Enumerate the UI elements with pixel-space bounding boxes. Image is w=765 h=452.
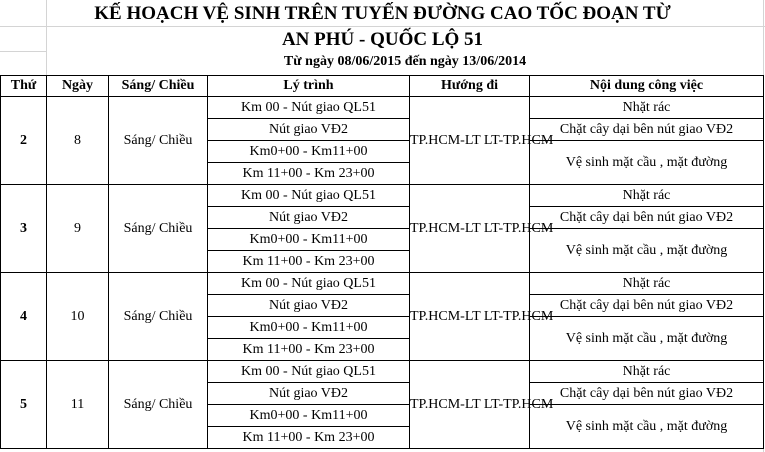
cell-ly-trinh: Nút giao VĐ2 (208, 119, 410, 141)
header-ngay: Ngày (47, 76, 109, 97)
cell-noi-dung: Chặt cây dại bên nút giao VĐ2 (530, 295, 764, 317)
cell-ly-trinh: Km 11+00 - Km 23+00 (208, 339, 410, 361)
cell-huong-di: TP.HCM-LT LT-TP.HCM (410, 273, 530, 361)
cell-ly-trinh: Km 00 - Nút giao QL51 (208, 361, 410, 383)
cell-ngay: 11 (47, 361, 109, 449)
cell-noi-dung: Nhặt rác (530, 361, 764, 383)
table-row (1, 185, 764, 207)
table-row (1, 97, 764, 119)
cell-thu: 2 (1, 97, 47, 185)
header-noi-dung: Nội dung công việc (530, 76, 764, 97)
document-title-line1: KẾ HOẠCH VỆ SINH TRÊN TUYẾN ĐƯỜNG CAO TỐC ĐOẠN TỪ (94, 3, 671, 24)
cell-noi-dung: Vệ sinh mặt cầu , mặt đường (530, 141, 764, 185)
cell-ly-trinh: Nút giao VĐ2 (208, 207, 410, 229)
cell-huong-di: TP.HCM-LT LT-TP.HCM (410, 185, 530, 273)
schedule-table (0, 75, 764, 449)
cell-sang-chieu: Sáng/ Chiều (109, 185, 208, 273)
header-thu: Thứ (1, 76, 47, 97)
cell-ly-trinh: Km 00 - Nút giao QL51 (208, 273, 410, 295)
cell-ly-trinh: Km 11+00 - Km 23+00 (208, 163, 410, 185)
cell-ly-trinh: Nút giao VĐ2 (208, 295, 410, 317)
cell-noi-dung: Nhặt rác (530, 97, 764, 119)
cell-ly-trinh: Km0+00 - Km11+00 (208, 317, 410, 339)
cell-thu: 3 (1, 185, 47, 273)
cell-noi-dung: Chặt cây dại bên nút giao VĐ2 (530, 383, 764, 405)
document-title-line2: AN PHÚ - QUỐC LỘ 51 (281, 29, 484, 50)
cell-ly-trinh: Km0+00 - Km11+00 (208, 229, 410, 251)
cell-thu: 4 (1, 273, 47, 361)
cell-noi-dung: Chặt cây dại bên nút giao VĐ2 (530, 207, 764, 229)
table-row (1, 361, 764, 383)
cell-noi-dung: Nhặt rác (530, 185, 764, 207)
cell-ly-trinh: Nút giao VĐ2 (208, 383, 410, 405)
cell-ly-trinh: Km 00 - Nút giao QL51 (208, 185, 410, 207)
cell-sang-chieu: Sáng/ Chiều (109, 273, 208, 361)
cell-ly-trinh: Km 11+00 - Km 23+00 (208, 251, 410, 273)
cell-thu: 5 (1, 361, 47, 449)
cell-ly-trinh: Km0+00 - Km11+00 (208, 405, 410, 427)
cell-noi-dung: Vệ sinh mặt cầu , mặt đường (530, 229, 764, 273)
cell-sang-chieu: Sáng/ Chiều (109, 97, 208, 185)
cell-ly-trinh: Km0+00 - Km11+00 (208, 141, 410, 163)
cell-huong-di: TP.HCM-LT LT-TP.HCM (410, 361, 530, 449)
table-header-row (1, 76, 764, 97)
header-sang-chieu: Sáng/ Chiều (109, 76, 208, 97)
cell-ngay: 8 (47, 97, 109, 185)
cell-ly-trinh: Km 00 - Nút giao QL51 (208, 97, 410, 119)
cell-ly-trinh: Km 11+00 - Km 23+00 (208, 427, 410, 449)
cell-noi-dung: Vệ sinh mặt cầu , mặt đường (530, 317, 764, 361)
cell-noi-dung: Vệ sinh mặt cầu , mặt đường (530, 405, 764, 449)
cell-ngay: 9 (47, 185, 109, 273)
cell-sang-chieu: Sáng/ Chiều (109, 361, 208, 449)
header-ly-trinh: Lý trình (208, 76, 410, 97)
header-huong-di: Hướng đi (410, 76, 530, 97)
cell-huong-di: TP.HCM-LT LT-TP.HCM (410, 97, 530, 185)
table-row (1, 273, 764, 295)
cell-noi-dung: Chặt cây dại bên nút giao VĐ2 (530, 119, 764, 141)
cell-ngay: 10 (47, 273, 109, 361)
date-range-subtitle: Từ ngày 08/06/2015 đến ngày 13/06/2014 (283, 54, 527, 69)
cell-noi-dung: Nhặt rác (530, 273, 764, 295)
